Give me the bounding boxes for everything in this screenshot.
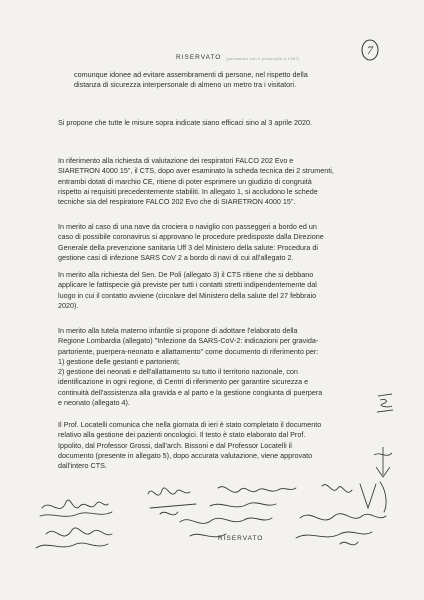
paragraph-oncologici: Il Prof. Locatelli comunica che nella giornata di ieri è stato completato il documento relativo alla gestione dei pazienti oncologici. Il testo è stato elaborato dal Prof. Ippolito, dal Professor Grossi, dall'arch. Bissoni e dal Professor Locatelli il documento (presente in allegato 5), dopo accurata valutazione, viene approvato dall'intero CTS. [58, 420, 322, 471]
paragraph-materno-infantile: In merito alla tutela materno infantile si propone di adottare l'elaborato della Regione Lombardia (allegato) "Infezione da SARS-CoV-2: indicazioni per gravida- partoriente, puerpera-neonato e allattamento" come documento di riferimento per: 1) gestione delle gestanti e partorienti; 2) gestione dei neonati e dell'allattamento su tutto il territorio nazionale, con identificazione in ogni regione, di Centri di riferimento per garantire sicurezza e continuità dell'assistenza alla gravida e al parto e la gestione congiunta di puerpera e neonato (allegato 4). [58, 326, 323, 408]
page-number: 7 [367, 43, 373, 57]
signatures-block [0, 478, 424, 588]
paragraph-respiratori: In riferimento alla richiesta di valutazione dei respiratori FALCO 202 Evo e SIARETRON 4000 15", il CTS, dopo aver esaminato la scheda tecnica dei 2 strumenti, entrambi dotati di marchio CE, ritiene di poter esprimere un giudizio di congruità rispetto ai requisiti precedentemente stabiliti. In allegato 1, si accludono le schede tecniche sia del respiratore FALCO 202 Evo che di SIARETRON 4000 15". [58, 156, 334, 207]
page-number-circle [360, 38, 380, 62]
paragraph-de-poli: In merito alla richiesta del Sen. De Poli (allegato 3) il CTS ritiene che si debbano applicare le fattispecie già previste per tutti i contatti stretti indipendentemente dal luogo in cui il contatto avviene (circolare del Ministero della salute del 27 febbraio 2020). [58, 270, 317, 310]
footer-riservato: RISERVATO [218, 535, 264, 542]
paragraph-efficacia: Si propone che tutte le misure sopra indicate siano efficaci sino al 3 aprile 2020. [58, 118, 312, 127]
margin-initials-mark [374, 390, 396, 418]
margin-arrow-mark [370, 445, 396, 481]
header-handwritten-note: (pervenuto con il protocollo n.1357) [226, 56, 300, 61]
paragraph-assembramenti: comunque idonee ad evitare assembramenti di persone, nel rispetto della distanza di sicurezza interpersonale di almeno un metro tra i visitatori. [74, 70, 308, 90]
paragraph-nave-crociera: In merito al caso di una nave da crociera o naviglio con passeggeri a bordo ed un caso di possibile coronavirus si approvano le procedure predisposte dalla Direzione Generale della prevenzione sanitaria Uff 3 del Ministero della salute: Procedura di gestione casi di infezione SARS CoV 2 a bordo di navi di cui all'allegato 2. [58, 222, 324, 262]
header-riservato: RISERVATO [176, 54, 222, 61]
